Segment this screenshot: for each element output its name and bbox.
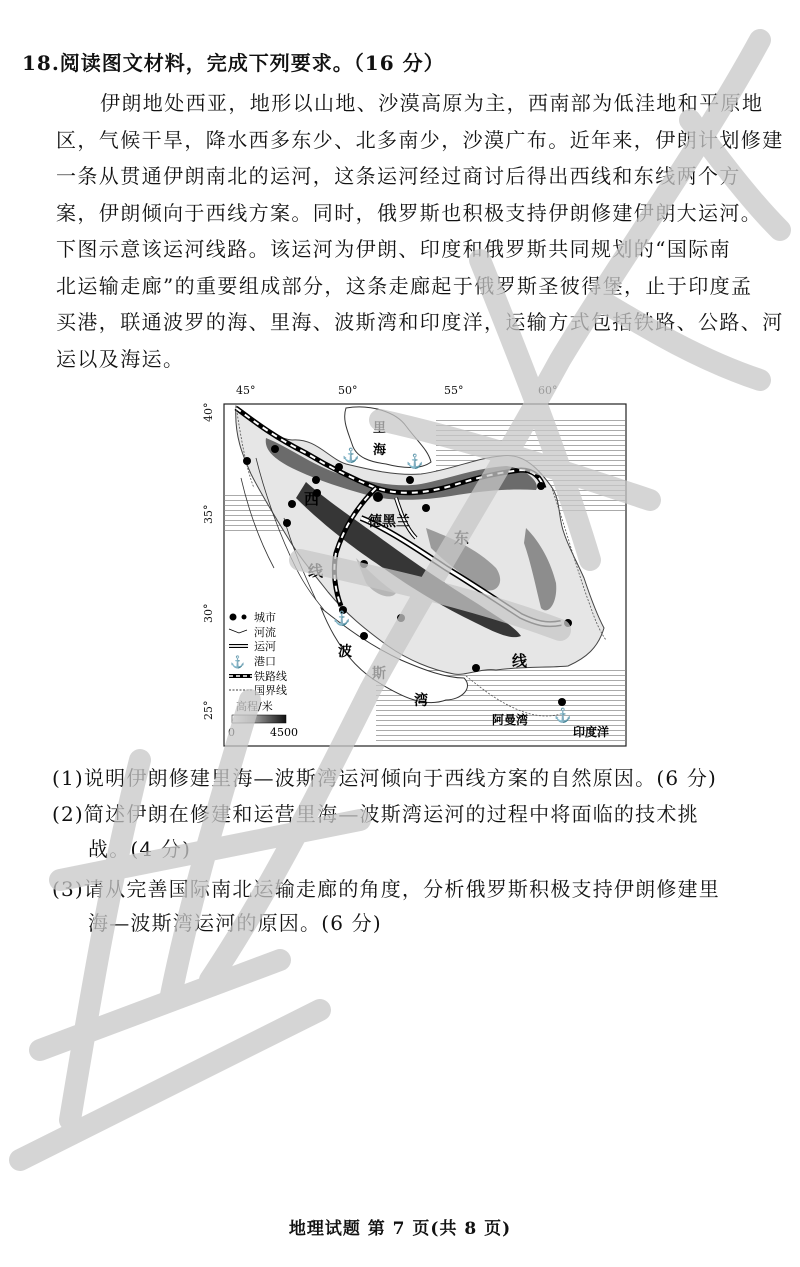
sub-question-1: (1)说明伊朗修建里海—波斯湾运河倾向于西线方案的自然原因。(6 分) xyxy=(52,766,718,790)
paragraph-line: 伊朗地处西亚，地形以山地、沙漠高原为主，西南部为低洼地和平原地 xyxy=(100,91,764,115)
canal-route-map xyxy=(196,378,631,750)
sub-question-2: (2)简述伊朗在修建和运营里海—波斯湾运河的过程中将面临的技术挑 xyxy=(52,802,699,826)
legend-river: 河流 xyxy=(254,626,276,639)
lon-label: 45° xyxy=(236,384,256,397)
indian-ocean-label: 印度洋 xyxy=(573,725,610,739)
svg-text:⚓: ⚓ xyxy=(406,454,424,470)
lat-label: 25° xyxy=(202,700,215,720)
east-route-label: 东 xyxy=(454,529,470,547)
paragraph-line: 买港，联通波罗的海、里海、波斯湾和印度洋，运输方式包括铁路、公路、河 xyxy=(56,310,784,334)
paragraph-line: 北运输走廊”的重要组成部分，这条走廊起于俄罗斯圣彼得堡，止于印度孟 xyxy=(56,273,753,298)
paragraph-line: 区，气候干旱，降水西多东少、北多南少，沙漠广布。近年来，伊朗计划修建 xyxy=(56,127,784,152)
west-route-label: 西 xyxy=(304,490,320,508)
sub-question-3-cont: 海—波斯湾运河的原因。(6 分) xyxy=(88,911,382,935)
east-route-label: 线 xyxy=(512,652,528,670)
material-paragraph xyxy=(56,85,784,377)
paragraph-line: 下图示意该运河线路。该运河为伊朗、印度和俄罗斯共同规划的“国际南 xyxy=(56,237,732,261)
lon-label: 60° xyxy=(538,384,558,397)
legend-elev-min: 0 xyxy=(228,726,235,739)
sub-question-2-cont: 战。(4 分) xyxy=(88,837,192,861)
svg-text:⚓: ⚓ xyxy=(342,448,360,464)
lat-label: 40° xyxy=(202,402,215,422)
caspian-label: 海 xyxy=(373,443,387,458)
legend-railway: 铁路线 xyxy=(254,670,287,683)
sub-question-3: (3)请从完善国际南北运输走廊的角度，分析俄罗斯积极支持伊朗修建里 xyxy=(52,877,720,901)
legend-border: 国界线 xyxy=(254,684,287,697)
gulf-label: 斯 xyxy=(372,666,386,682)
paragraph-line: 一条从贯通伊朗南北的运河，这条运河经过商讨后得出西线和东线两个方 xyxy=(56,164,741,188)
tehran-label: 德黑兰 xyxy=(368,514,410,530)
legend-city: 城市 xyxy=(254,611,276,624)
lat-label: 35° xyxy=(202,504,215,524)
page-footer: 地理试题 第 7 页(共 8 页) xyxy=(288,1219,512,1239)
legend-canal: 运河 xyxy=(254,640,276,653)
lat-label: 30° xyxy=(202,603,215,623)
paragraph-line: 案，伊朗倾向于西线方案。同时，俄罗斯也积极支持伊朗修建伊朗大运河。 xyxy=(56,200,763,225)
lon-label: 50° xyxy=(338,384,358,397)
west-route-label: 线 xyxy=(308,562,324,580)
legend-elev-max: 4500 xyxy=(270,726,298,739)
oman-gulf-label: 阿曼湾 xyxy=(492,713,529,727)
paragraph-line: 运以及海运。 xyxy=(56,346,185,371)
svg-text:⚓: ⚓ xyxy=(554,708,572,724)
svg-text:⚓: ⚓ xyxy=(230,655,245,669)
gulf-label: 波 xyxy=(338,644,352,660)
legend-port: 港口 xyxy=(254,655,276,668)
question-title: 18.阅读图文材料，完成下列要求。（16 分） xyxy=(22,51,445,75)
gulf-label: 湾 xyxy=(414,693,428,709)
caspian-label: 里 xyxy=(373,421,387,436)
svg-text:⚓: ⚓ xyxy=(333,611,351,627)
legend-elevation-title: 高程/米 xyxy=(236,700,273,713)
lon-label: 55° xyxy=(444,384,464,397)
